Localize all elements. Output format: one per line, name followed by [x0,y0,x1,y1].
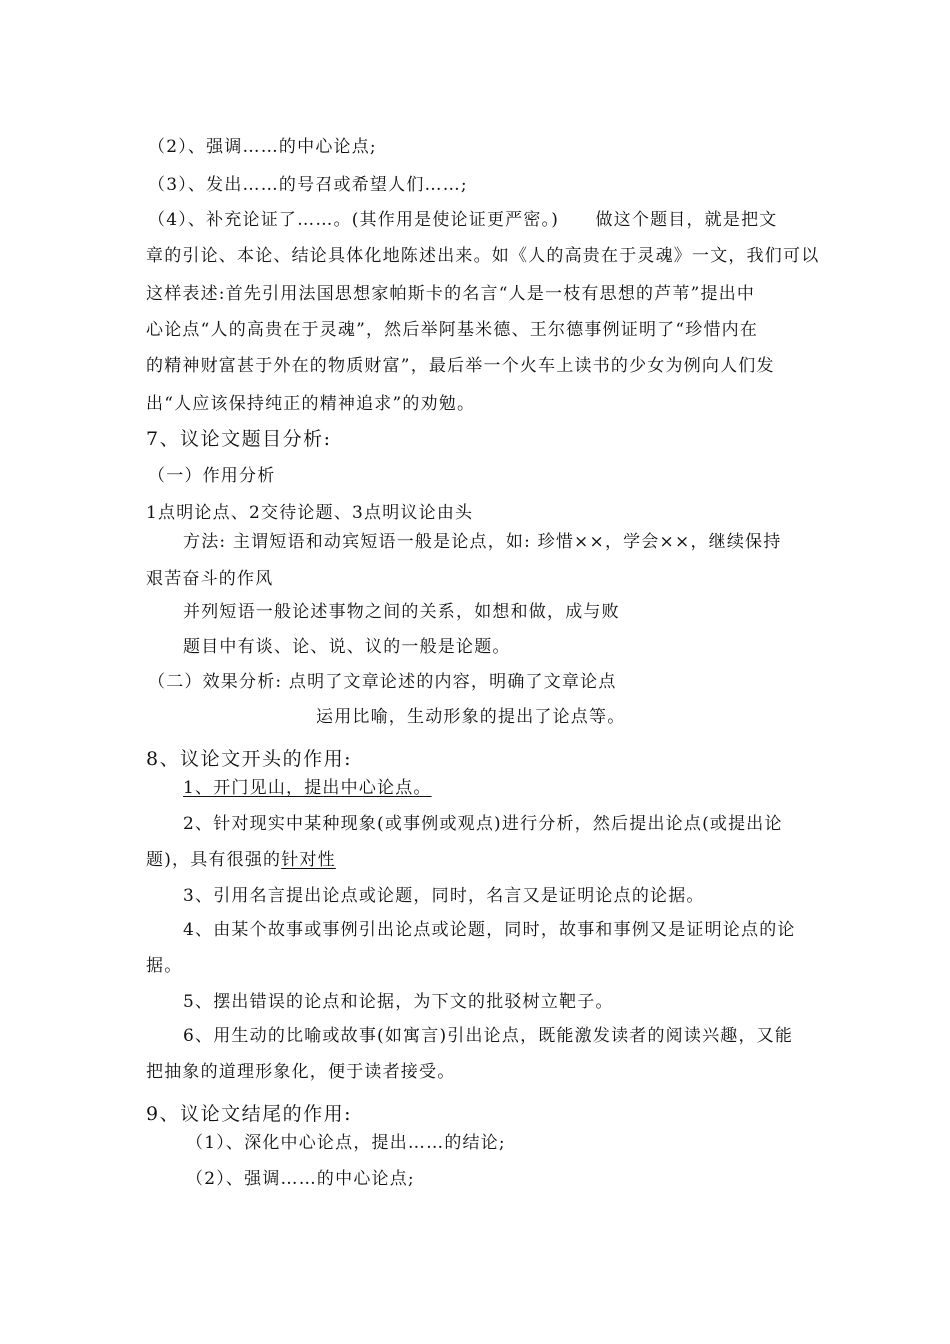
underlined-term: 针对性 [281,850,336,870]
list-item: 5、摆出错误的论点和论据，为下文的批驳树立靶子。 [183,992,614,1012]
paragraph-line: 艰苦奋斗的作风 [146,569,274,589]
subheading: （一）作用分析 [148,466,276,486]
paragraph-line: 章的引论、本论、结论具体化地陈述出来。如《人的高贵在于灵魂》一文，我们可以 [146,246,820,266]
paragraph-line: （4）、补充论证了……。(其作用是使论证更严密。) 做这个题目，就是把文 [148,210,778,230]
paragraph-line: 方法: 主谓短语和动宾短语一般是论点，如: 珍惜××，学会××，继续保持 [183,532,782,552]
paragraph-line: （3）、发出……的号召或希望人们……; [148,175,468,195]
list-item: 2、针对现实中某种现象(或事例或观点)进行分析，然后提出论点(或提出论 [183,814,783,834]
section-heading-8: 8、议论文开头的作用: [146,748,352,770]
paragraph-line: 心论点“人的高贵在于灵魂”，然后举阿基米德、王尔德事例证明了“珍惜内在 [146,320,759,340]
list-item: （2）、强调……的中心论点; [186,1169,415,1189]
paragraph-line: 把抽象的道理形象化，便于读者接受。 [146,1062,456,1082]
paragraph-line: 运用比喻，生动形象的提出了论点等。 [316,707,626,727]
list-item: 6、用生动的比喻或故事(如寓言)引出论点，既能激发读者的阅读兴趣，又能 [183,1026,794,1046]
paragraph-line [146,848,336,872]
paragraph-line: 据。 [146,956,183,976]
paragraph-line: 的精神财富甚于外在的物质财富”，最后举一个火车上读书的少女为例向人们发 [146,356,775,376]
text-span: 题)，具有很强的 [146,850,282,870]
subheading: （二）效果分析: 点明了文章论述的内容，明确了文章论点 [148,672,617,692]
paragraph-line: （2）、强调……的中心论点; [148,137,377,157]
section-heading-7: 7、议论文题目分析: [146,428,332,450]
section-heading-9: 9、议论文结尾的作用: [146,1103,352,1125]
paragraph-line: 出“人应该保持纯正的精神追求”的劝勉。 [146,394,476,414]
list-item: 3、引用名言提出论点或论题，同时，名言又是证明论点的论据。 [183,886,705,906]
paragraph-line: 并列短语一般论述事物之间的关系，如想和做，成与败 [183,602,620,622]
paragraph-line: 1点明论点、2交待论题、3点明议论由头 [146,503,474,523]
paragraph-line: 题目中有谈、论、说、议的一般是论题。 [183,637,511,657]
list-item: 4、由某个故事或事例引出论点或论题，同时，故事和事例又是证明论点的论 [183,920,796,940]
list-item: 1、开门见山，提出中心论点。 [183,778,432,798]
paragraph-line: 这样表述:首先引用法国思想家帕斯卡的名言“人是一枝有思想的芦苇”提出中 [146,284,756,304]
list-item: （1）、深化中心论点，提出……的结论; [186,1133,506,1153]
